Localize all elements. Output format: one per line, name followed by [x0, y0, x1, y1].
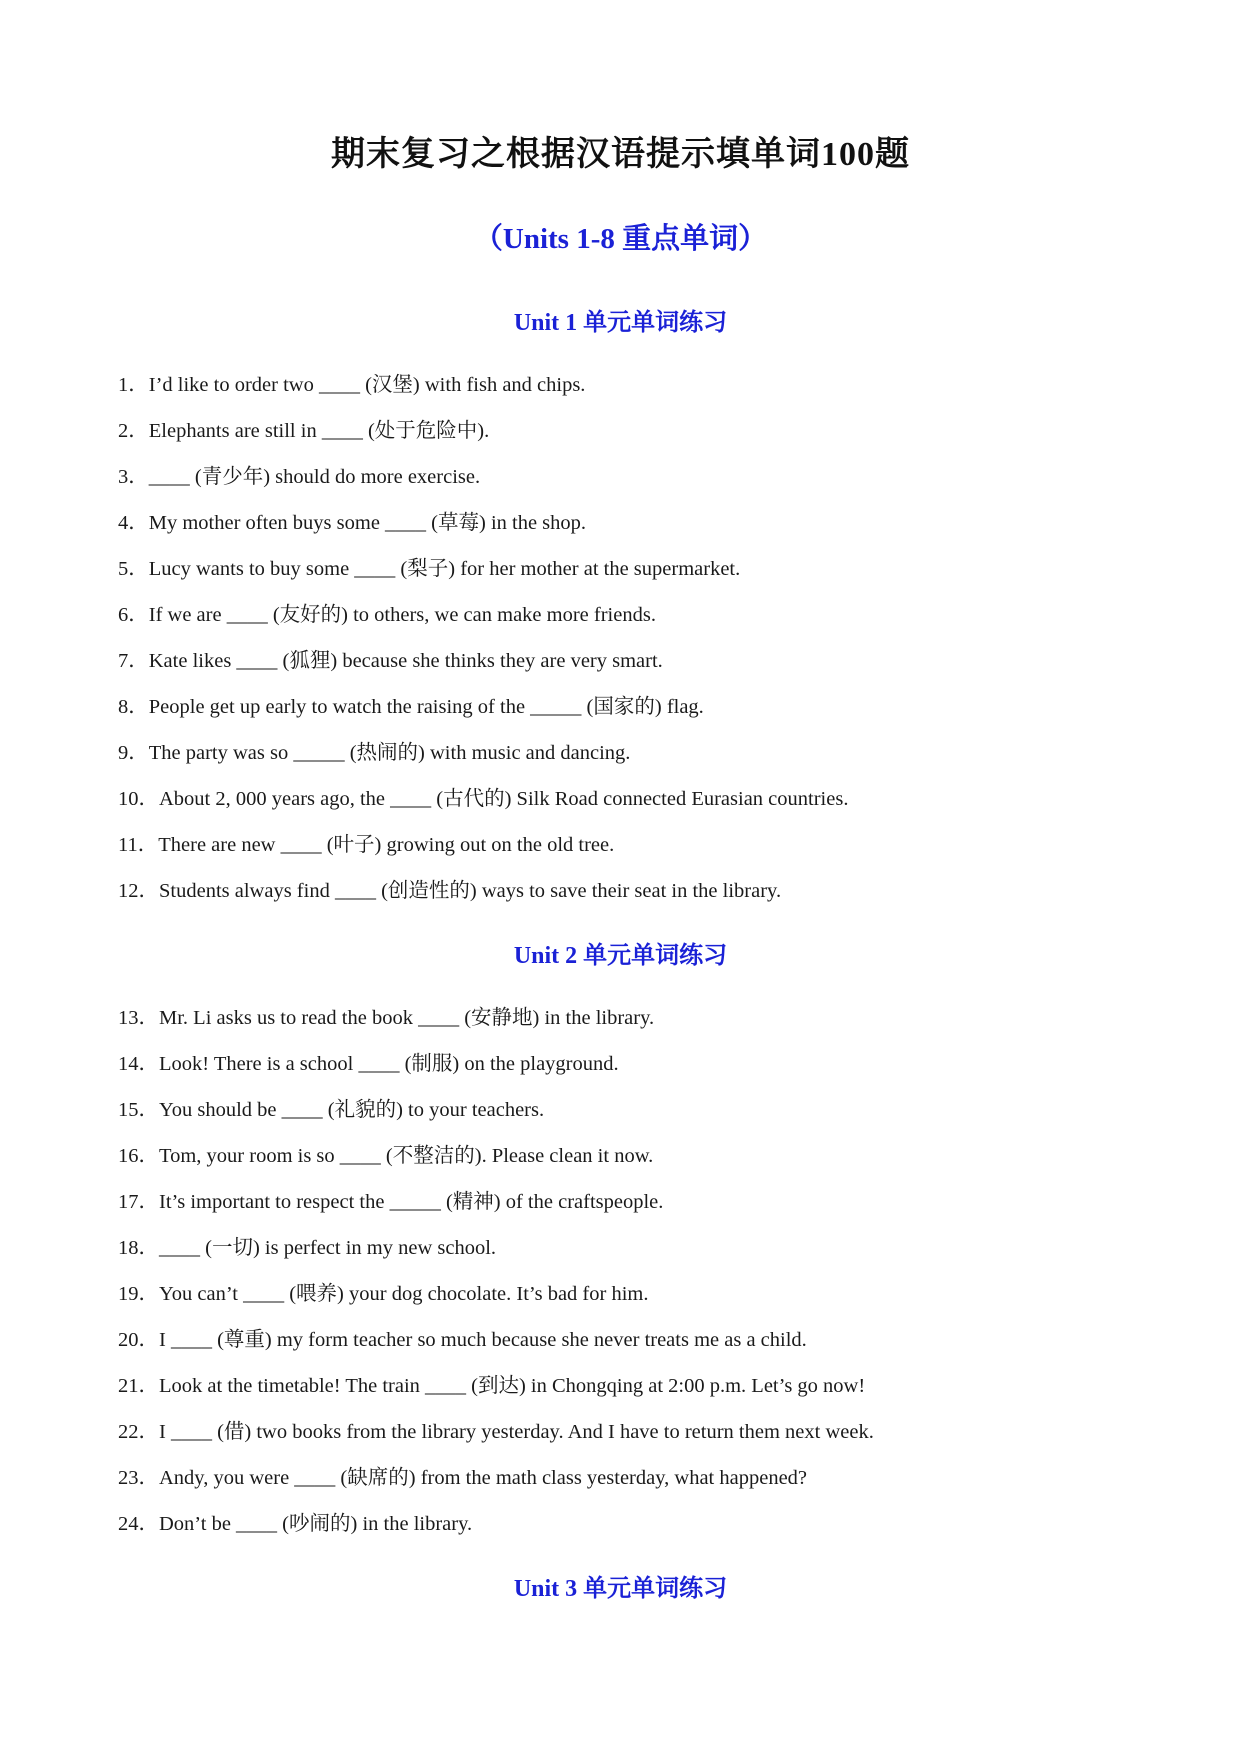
question-number: 21．: [118, 1375, 159, 1397]
question-item: [118, 1133, 1178, 1179]
question-number: 20．: [118, 1329, 159, 1351]
question-number: 1．: [118, 374, 149, 396]
unit-3-heading: Unit 3 单元单词练习: [513, 1576, 728, 1602]
question-number: 19．: [118, 1283, 159, 1305]
question-text: Kate likes ____ (狐狸) because she thinks they are very smart.: [148, 650, 663, 672]
question-text: I’d like to order two ____ (汉堡) with fish and chips.: [148, 374, 586, 396]
question-item: [118, 1271, 1178, 1317]
question-item: [118, 1317, 1178, 1363]
question-item: [118, 1225, 1178, 1271]
question-item: [118, 684, 1178, 730]
question-number: 7．: [118, 650, 149, 672]
question-number: 6．: [118, 604, 149, 626]
question-item: [118, 1041, 1178, 1087]
question-text: Lucy wants to buy some ____ (梨子) for her mother at the supermarket.: [148, 558, 741, 580]
document-subtitle: （Units 1-8 重点单词）: [473, 223, 768, 255]
unit-1-heading: Unit 1 单元单词练习: [513, 310, 728, 336]
question-item: [118, 638, 1178, 684]
unit-1-question-list: [118, 362, 1178, 914]
question-item: [118, 1087, 1178, 1133]
question-number: 22．: [118, 1421, 159, 1443]
question-number: 16．: [118, 1145, 159, 1167]
question-number: 12．: [118, 880, 159, 902]
question-text: Don’t be ____ (吵闹的) in the library.: [159, 1513, 473, 1535]
question-item: [118, 1501, 1178, 1547]
question-text: ____ (一切) is perfect in my new school.: [159, 1237, 497, 1259]
question-item: [118, 1409, 1178, 1455]
question-text: Students always find ____ (创造性的) ways to save their seat in the library.: [159, 880, 782, 902]
question-number: 24．: [118, 1513, 159, 1535]
question-text: It’s important to respect the _____ (精神) of the craftspeople.: [159, 1191, 664, 1213]
question-text: The party was so _____ (热闹的) with music and dancing.: [148, 742, 631, 764]
question-number: 23．: [118, 1467, 159, 1489]
question-number: 13．: [118, 1007, 159, 1029]
question-item: [118, 995, 1178, 1041]
unit-2-question-list: [118, 995, 1178, 1547]
question-text: Tom, your room is so ____ (不整洁的). Please clean it now.: [159, 1145, 654, 1167]
question-number: 15．: [118, 1099, 159, 1121]
question-text: Look at the timetable! The train ____ (到达) in Chongqing at 2:00 p.m. Let’s go now!: [159, 1375, 866, 1397]
question-text: Mr. Li asks us to read the book ____ (安静地) in the library.: [159, 1007, 655, 1029]
question-item: [118, 776, 1178, 822]
question-number: 11．: [118, 834, 159, 856]
question-number: 17．: [118, 1191, 159, 1213]
question-text: If we are ____ (友好的) to others, we can make more friends.: [148, 604, 656, 626]
question-text: Elephants are still in ____ (处于危险中).: [148, 420, 490, 442]
question-item: [118, 592, 1178, 638]
question-text: There are new ____ (叶子) growing out on the old tree.: [158, 834, 615, 856]
question-text: I ____ (借) two books from the library yesterday. And I have to return them next week.: [159, 1421, 874, 1443]
question-number: 14．: [118, 1053, 159, 1075]
question-number: 5．: [118, 558, 149, 580]
unit-2-heading: Unit 2 单元单词练习: [513, 943, 728, 969]
question-text: People get up early to watch the raising of the _____ (国家的) flag.: [148, 696, 704, 718]
question-item: [118, 868, 1178, 914]
question-item: [118, 546, 1178, 592]
question-text: Andy, you were ____ (缺席的) from the math class yesterday, what happened?: [159, 1467, 808, 1489]
question-item: [118, 730, 1178, 776]
question-text: ____ (青少年) should do more exercise.: [148, 466, 481, 488]
question-text: You can’t ____ (喂养) your dog chocolate. It’s bad for him.: [159, 1283, 649, 1305]
question-item: [118, 1179, 1178, 1225]
question-number: 2．: [118, 420, 149, 442]
question-item: [118, 1455, 1178, 1501]
question-text: My mother often buys some ____ (草莓) in the shop.: [148, 512, 587, 534]
question-number: 18．: [118, 1237, 159, 1259]
question-item: [118, 1363, 1178, 1409]
question-item: [118, 362, 1178, 408]
question-item: [118, 408, 1178, 454]
question-text: Look! There is a school ____ (制服) on the playground.: [159, 1053, 619, 1075]
question-number: 4．: [118, 512, 149, 534]
question-text: You should be ____ (礼貌的) to your teachers.: [159, 1099, 545, 1121]
question-text: I ____ (尊重) my form teacher so much because she never treats me as a child.: [159, 1329, 807, 1351]
question-item: [118, 454, 1178, 500]
question-number: 3．: [118, 466, 149, 488]
question-number: 8．: [118, 696, 149, 718]
document-title: 期末复习之根据汉语提示填单词100题: [331, 136, 910, 173]
question-text: About 2, 000 years ago, the ____ (古代的) Silk Road connected Eurasian countries.: [159, 788, 849, 810]
question-number: 10．: [118, 788, 159, 810]
question-number: 9．: [118, 742, 149, 764]
question-item: [118, 822, 1178, 868]
question-item: [118, 500, 1178, 546]
